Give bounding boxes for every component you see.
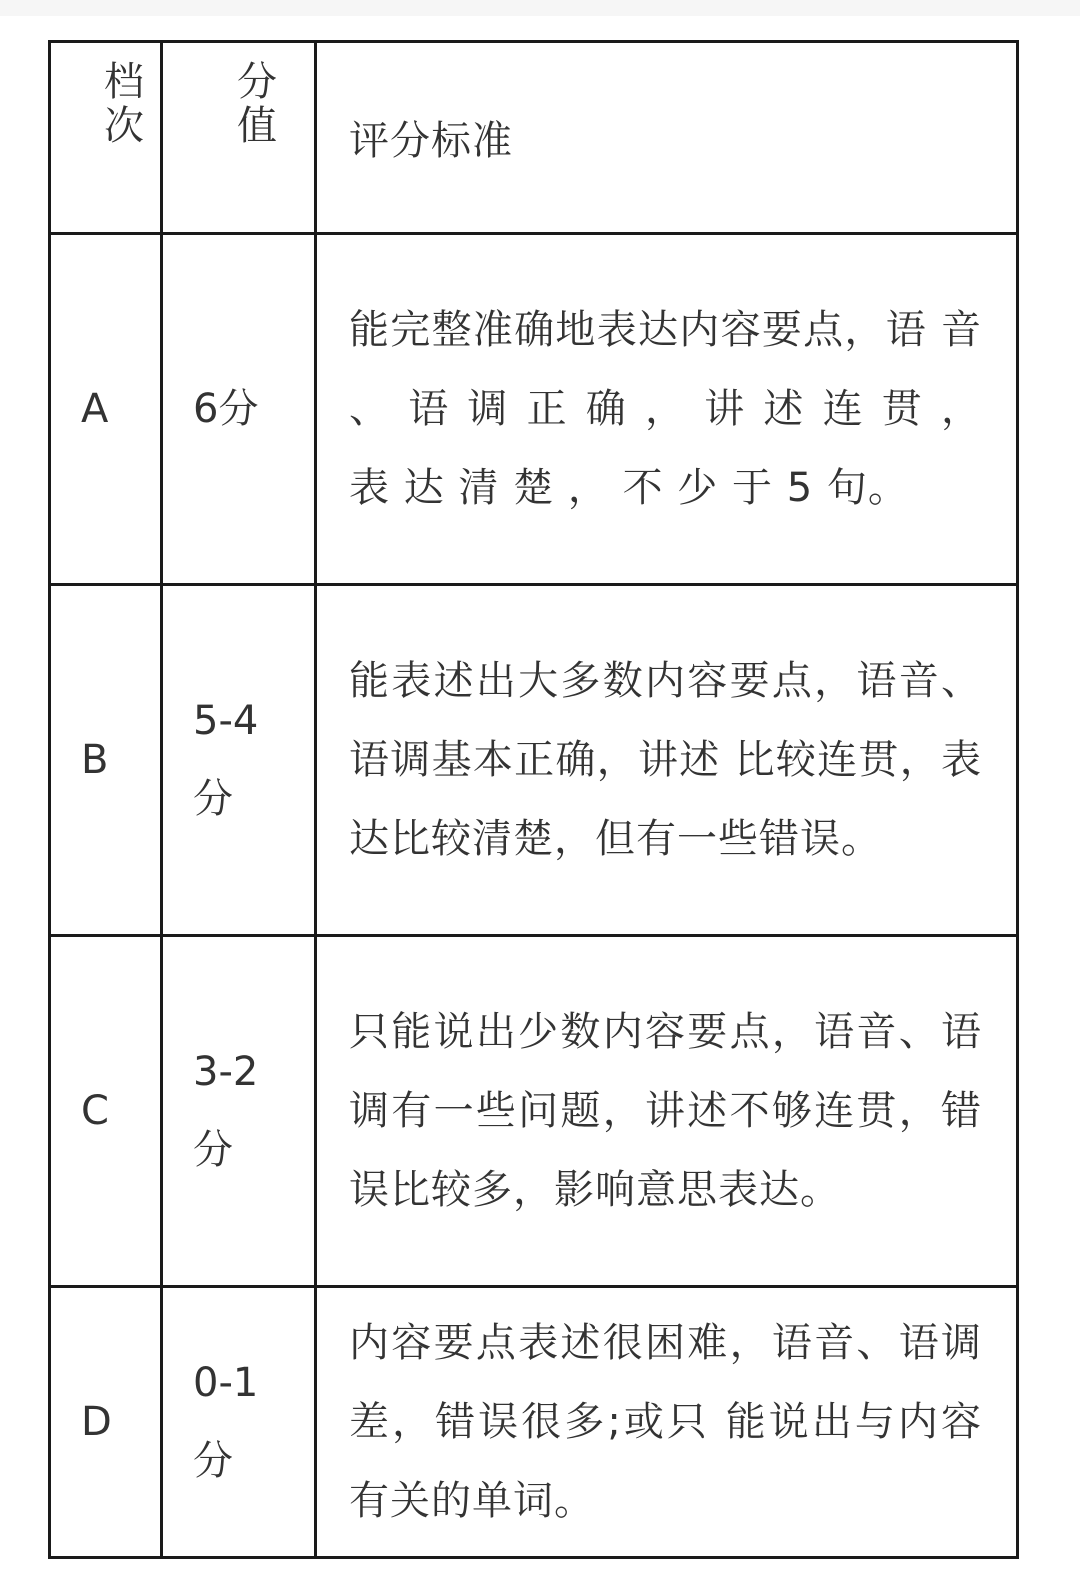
grade-cell — [50, 585, 162, 936]
header-criteria: 评分标准 — [349, 118, 513, 164]
table-row — [50, 936, 1018, 1287]
criteria-text: 只能说出少数内容要点，语音、语调有一些问题，讲述不够连贯，错误比较多，影响意思表达。 — [349, 1008, 982, 1213]
header-grade: 档次 — [97, 59, 144, 148]
grade-cell — [50, 234, 162, 585]
score-cell — [162, 585, 316, 936]
criteria-text: 能完整准确地表达内容要点，语 音 、 语 调 正 确 ， 讲 述 连 贯 ， 表 达 清 楚 ， 不 少 于 5 句。 — [349, 306, 982, 511]
table-row — [50, 234, 1018, 585]
table-row — [50, 1287, 1018, 1558]
criteria-text: 能表述出大多数内容要点，语音、语调基本正确，讲述 比较连贯，表达比较清楚，但有一些错误。 — [349, 657, 982, 862]
criteria-cell — [316, 585, 1018, 936]
grade-label: B — [81, 737, 109, 783]
score-value: 3-2 分 — [193, 1049, 259, 1173]
header-cell-score — [162, 42, 316, 234]
criteria-cell — [316, 234, 1018, 585]
score-value: 0-1 分 — [193, 1360, 259, 1484]
criteria-text: 内容要点表述很困难，语音、语调差，错误很多;或只 能说出与内容有关的单词。 — [349, 1319, 982, 1524]
scoring-table — [48, 40, 1019, 1559]
score-value: 5-4 分 — [193, 698, 259, 822]
top-strip — [0, 0, 1080, 16]
score-cell — [162, 1287, 316, 1558]
criteria-cell — [316, 1287, 1018, 1558]
criteria-cell — [316, 936, 1018, 1287]
header-cell-grade — [50, 42, 162, 234]
table-row — [50, 585, 1018, 936]
grade-label: A — [81, 386, 109, 432]
grade-label: D — [81, 1399, 112, 1445]
grade-cell — [50, 1287, 162, 1558]
grade-label: C — [81, 1088, 109, 1134]
header-cell-criteria — [316, 42, 1018, 234]
header-row — [50, 42, 1018, 234]
header-score: 分值 — [230, 59, 277, 148]
score-cell — [162, 936, 316, 1287]
grade-cell — [50, 936, 162, 1287]
score-cell — [162, 234, 316, 585]
score-value: 6分 — [193, 386, 259, 432]
